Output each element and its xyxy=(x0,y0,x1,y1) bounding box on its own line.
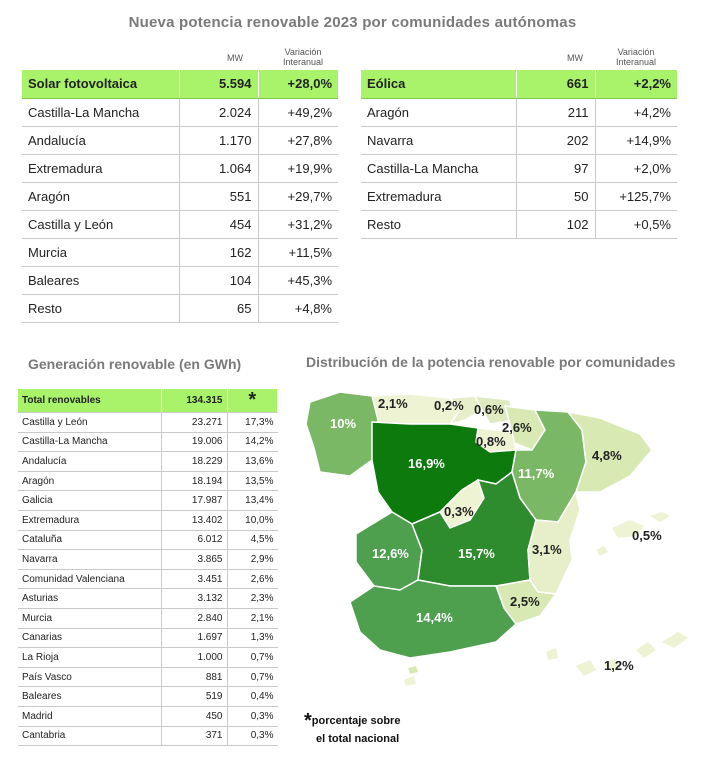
table-row xyxy=(18,530,278,550)
cell-name: País Vasco xyxy=(18,667,161,687)
table-row xyxy=(361,154,677,182)
cell-name: Castilla-La Mancha xyxy=(18,432,161,452)
cell-mw: 211 xyxy=(516,98,595,126)
region-ceuta xyxy=(408,666,418,674)
cell-mw: 1.170 xyxy=(179,126,258,154)
table-row xyxy=(18,648,278,668)
table-row xyxy=(22,98,338,126)
cell-pct: 0,7% xyxy=(227,667,278,687)
region-galicia xyxy=(306,392,378,476)
cell-name: Total renovables xyxy=(18,389,161,413)
eolica-total-row xyxy=(361,70,677,98)
cell-pct: +19,9% xyxy=(258,154,338,182)
cell-name: Resto xyxy=(22,294,179,322)
table-row xyxy=(361,182,677,210)
cell-name: Galicia xyxy=(18,491,161,511)
cell-value: 134.315 xyxy=(161,389,227,413)
cell-name: Madrid xyxy=(18,706,161,726)
solar-total-row xyxy=(22,70,338,98)
cell-pct: 13,6% xyxy=(227,452,278,472)
cell-name: Castilla-La Mancha xyxy=(361,154,516,182)
table-row xyxy=(18,687,278,707)
asterisk-icon: * xyxy=(304,710,312,733)
cell-name: Comunidad Valenciana xyxy=(18,569,161,589)
map-title: Distribución de la potencia renovable por comunidades xyxy=(306,354,676,370)
cell-name: Murcia xyxy=(18,608,161,628)
generation-table xyxy=(18,389,278,746)
cell-name: Asturias xyxy=(18,589,161,609)
map-label-la-rioja: 0,8% xyxy=(476,434,506,449)
cell-name: Eólica xyxy=(361,70,516,98)
cell-value: 19.006 xyxy=(161,432,227,452)
cell-name: Extremadura xyxy=(22,154,179,182)
cell-pct: * xyxy=(227,389,278,413)
table-row xyxy=(18,413,278,433)
map-label-asturias: 2,1% xyxy=(378,396,408,411)
cell-name: Andalucía xyxy=(18,452,161,472)
cell-name: Aragón xyxy=(22,182,179,210)
table-row xyxy=(18,628,278,648)
cell-pct: 0,7% xyxy=(227,648,278,668)
cell-name: Cataluña xyxy=(18,530,161,550)
map-label-galicia: 10% xyxy=(330,416,357,431)
cell-name: Murcia xyxy=(22,238,179,266)
cell-name: Solar fotovoltaica xyxy=(22,70,179,98)
cell-name: Extremadura xyxy=(361,182,516,210)
map-label-madrid: 0,3% xyxy=(444,504,474,519)
cell-name: Cantabria xyxy=(18,726,161,746)
cell-pct: 0,3% xyxy=(227,726,278,746)
region-baleares-3 xyxy=(596,546,608,556)
generation-total-row xyxy=(18,389,278,413)
cell-pct: +45,3% xyxy=(258,266,338,294)
region-canarias-5 xyxy=(662,632,688,648)
cell-pct: 4,5% xyxy=(227,530,278,550)
table-row xyxy=(18,432,278,452)
table-row xyxy=(22,154,338,182)
eolica-mw-header: MW xyxy=(567,53,583,63)
cell-name: Resto xyxy=(361,210,516,238)
cell-value: 881 xyxy=(161,667,227,687)
cell-mw: 97 xyxy=(516,154,595,182)
spain-map xyxy=(300,380,705,710)
map-label-navarra: 2,6% xyxy=(502,420,532,435)
cell-pct: 2,9% xyxy=(227,550,278,570)
cell-pct: 1,3% xyxy=(227,628,278,648)
cell-mw: 661 xyxy=(516,70,595,98)
table-row xyxy=(18,706,278,726)
cell-name: Aragón xyxy=(18,471,161,491)
page-title: Nueva potencia renovable 2023 por comunidades autónomas xyxy=(128,14,577,31)
cell-name: Canarias xyxy=(18,628,161,648)
table-row xyxy=(18,608,278,628)
cell-pct: 17,3% xyxy=(227,413,278,433)
map-label-murcia: 2,5% xyxy=(510,594,540,609)
cell-value: 17.987 xyxy=(161,491,227,511)
cell-mw: 102 xyxy=(516,210,595,238)
cell-mw: 2.024 xyxy=(179,98,258,126)
table-row xyxy=(18,569,278,589)
cell-mw: 5.594 xyxy=(179,70,258,98)
table-row xyxy=(18,550,278,570)
cell-value: 6.012 xyxy=(161,530,227,550)
cell-value: 3.865 xyxy=(161,550,227,570)
cell-pct: +2,2% xyxy=(595,70,677,98)
cell-value: 371 xyxy=(161,726,227,746)
table-row xyxy=(22,182,338,210)
cell-name: Extremadura xyxy=(18,510,161,530)
cell-pct: 0,3% xyxy=(227,706,278,726)
cell-value: 519 xyxy=(161,687,227,707)
map-label-país-vasco: 0,6% xyxy=(474,402,504,417)
cell-value: 450 xyxy=(161,706,227,726)
cell-pct: 14,2% xyxy=(227,432,278,452)
region-canarias-4 xyxy=(636,642,656,658)
map-label-baleares: 0,5% xyxy=(632,528,662,543)
table-row xyxy=(361,126,677,154)
eolica-variation-header: Variación Interanual xyxy=(615,47,657,67)
cell-pct: +27,8% xyxy=(258,126,338,154)
region-canarias-6 xyxy=(404,676,416,686)
footnote: *porcentaje sobre el total nacional xyxy=(304,710,401,746)
cell-name: La Rioja xyxy=(18,648,161,668)
cell-value: 1.000 xyxy=(161,648,227,668)
table-row xyxy=(361,98,677,126)
cell-pct: +28,0% xyxy=(258,70,338,98)
cell-mw: 454 xyxy=(179,210,258,238)
map-label-canarias: 1,2% xyxy=(604,658,634,673)
generation-title: Generación renovable (en GWh) xyxy=(28,356,242,372)
cell-name: Navarra xyxy=(18,550,161,570)
cell-pct: 2,3% xyxy=(227,589,278,609)
cell-mw: 104 xyxy=(179,266,258,294)
map-label-castilla-la-mancha: 15,7% xyxy=(458,546,495,561)
cell-value: 3.451 xyxy=(161,569,227,589)
cell-name: Castilla y León xyxy=(22,210,179,238)
cell-mw: 1.064 xyxy=(179,154,258,182)
cell-pct: +0,5% xyxy=(595,210,677,238)
cell-pct: 2,1% xyxy=(227,608,278,628)
cell-pct: +49,2% xyxy=(258,98,338,126)
table-row xyxy=(18,471,278,491)
cell-pct: +2,0% xyxy=(595,154,677,182)
cell-name: Castilla y León xyxy=(18,413,161,433)
solar-table xyxy=(22,70,338,323)
cell-mw: 162 xyxy=(179,238,258,266)
cell-name: Baleares xyxy=(18,687,161,707)
cell-value: 2.840 xyxy=(161,608,227,628)
map-label-cataluña: 4,8% xyxy=(592,448,622,463)
cell-pct: +125,7% xyxy=(595,182,677,210)
cell-mw: 65 xyxy=(179,294,258,322)
eolica-table xyxy=(361,70,677,239)
cell-pct: +14,9% xyxy=(595,126,677,154)
cell-value: 13.402 xyxy=(161,510,227,530)
cell-value: 18.194 xyxy=(161,471,227,491)
map-label-extremadura: 12,6% xyxy=(372,546,409,561)
table-row xyxy=(22,238,338,266)
cell-pct: 0,4% xyxy=(227,687,278,707)
table-row xyxy=(361,210,677,238)
table-row xyxy=(18,726,278,746)
cell-value: 23.271 xyxy=(161,413,227,433)
cell-pct: 10,0% xyxy=(227,510,278,530)
table-row xyxy=(18,491,278,511)
cell-mw: 551 xyxy=(179,182,258,210)
cell-pct: +4,2% xyxy=(595,98,677,126)
cell-name: Andalucía xyxy=(22,126,179,154)
cell-name: Aragón xyxy=(361,98,516,126)
cell-mw: 202 xyxy=(516,126,595,154)
cell-pct: 13,5% xyxy=(227,471,278,491)
solar-variation-header: Variación Interanual xyxy=(282,47,324,67)
map-label-aragón: 11,7% xyxy=(518,466,555,481)
region-baleares-2 xyxy=(650,512,670,522)
cell-value: 18.229 xyxy=(161,452,227,472)
cell-value: 1.697 xyxy=(161,628,227,648)
map-label-cantabria: 0,2% xyxy=(434,398,464,413)
cell-value: 3.132 xyxy=(161,589,227,609)
cell-pct: +4,8% xyxy=(258,294,338,322)
solar-mw-header: MW xyxy=(227,53,243,63)
table-row xyxy=(22,210,338,238)
cell-pct: +11,5% xyxy=(258,238,338,266)
table-row xyxy=(18,589,278,609)
table-row xyxy=(22,294,338,322)
region-canarias xyxy=(546,648,558,660)
map-label-andalucía: 14,4% xyxy=(416,610,453,625)
cell-name: Navarra xyxy=(361,126,516,154)
table-row xyxy=(22,266,338,294)
region-canarias-2 xyxy=(576,660,596,676)
table-row xyxy=(18,510,278,530)
cell-name: Baleares xyxy=(22,266,179,294)
cell-pct: 2,6% xyxy=(227,569,278,589)
map-label-comunidad-valenciana: 3,1% xyxy=(532,542,562,557)
cell-name: Castilla-La Mancha xyxy=(22,98,179,126)
cell-pct: 13,4% xyxy=(227,491,278,511)
table-row xyxy=(22,126,338,154)
map-label-castilla-y-león: 16,9% xyxy=(408,456,445,471)
table-row xyxy=(18,452,278,472)
table-row xyxy=(18,667,278,687)
cell-pct: +29,7% xyxy=(258,182,338,210)
cell-mw: 50 xyxy=(516,182,595,210)
cell-pct: +31,2% xyxy=(258,210,338,238)
